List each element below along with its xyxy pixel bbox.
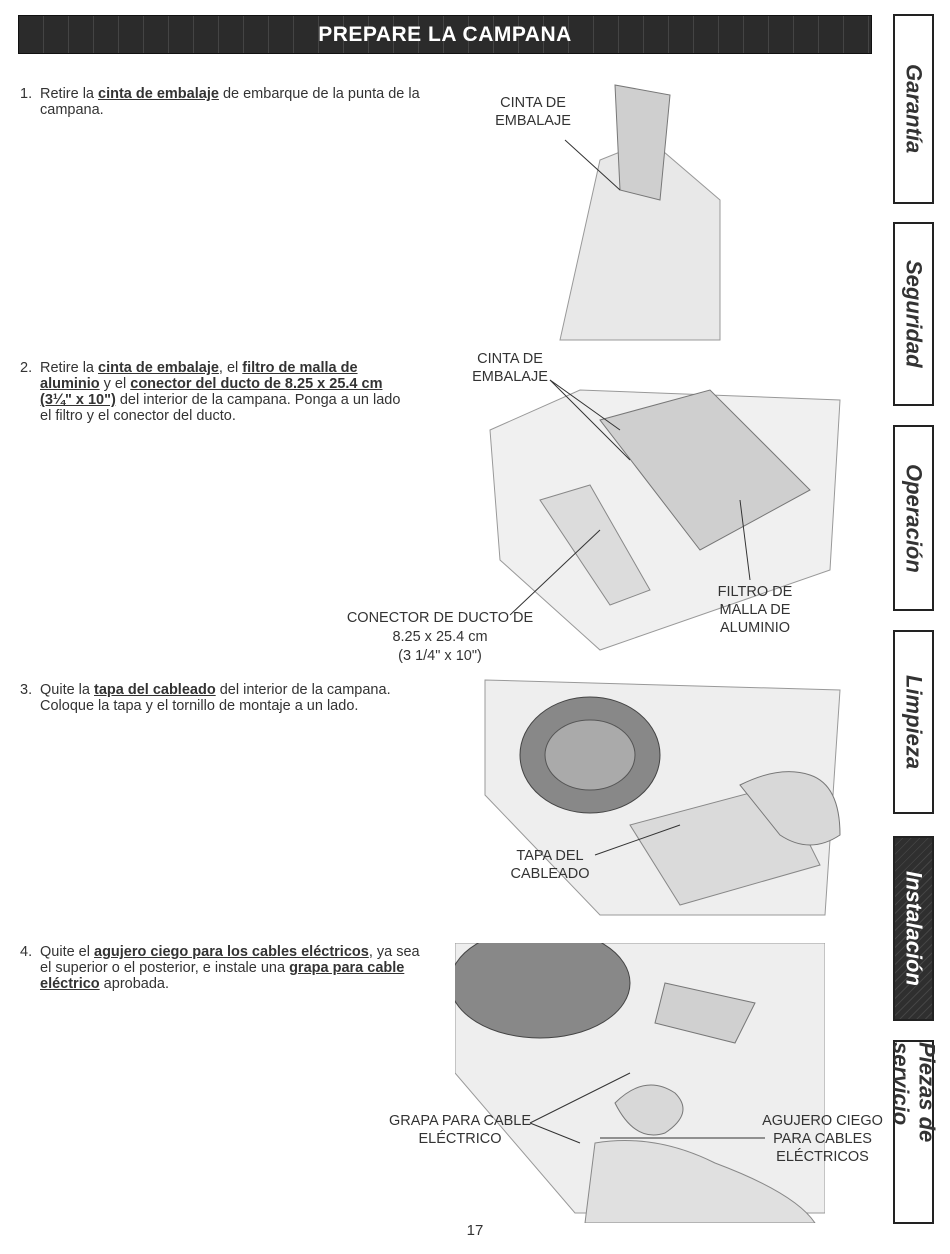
fig2-connector-line2: 8.25 x 25.4 cm bbox=[392, 629, 488, 645]
page-number: 17 bbox=[466, 1222, 484, 1239]
key-term: conector del ducto de 8.25 x 25.4 cm (3¼" x 10") bbox=[40, 376, 383, 408]
step-text-segment: y el bbox=[99, 376, 131, 392]
fig2-filter-label: FILTRO DE MALLA DE ALUMINIO bbox=[717, 584, 793, 636]
step-1 bbox=[20, 86, 430, 118]
step-4 bbox=[20, 944, 420, 992]
step-text-segment: Quite el bbox=[40, 944, 94, 960]
step-text-segment: del interior de la campana. Coloque la tapa y el tornillo de montaje a un lado. bbox=[40, 682, 391, 714]
tab-label: Limpieza bbox=[901, 674, 927, 770]
fig1-tape-label: CINTA DE EMBALAJE bbox=[495, 95, 571, 129]
tab-limpieza[interactable] bbox=[893, 630, 934, 814]
step-text bbox=[40, 86, 430, 118]
step-text-segment: del interior de la campana. Ponga a un lado el filtro y el conector del ducto. bbox=[40, 392, 401, 424]
tab-operacion[interactable] bbox=[893, 425, 934, 611]
step-text bbox=[40, 944, 420, 992]
step-text-segment: , el bbox=[218, 360, 243, 376]
step-number: 2. bbox=[20, 360, 33, 376]
tab-label: Seguridad bbox=[901, 260, 927, 368]
key-term: grapa para cable eléctrico bbox=[40, 960, 405, 992]
fig2-connector-line3: (3 1/4" x 10") bbox=[398, 648, 482, 664]
figure-3-wiring-cover bbox=[480, 675, 850, 925]
fig2-connector-line1: CONECTOR DE DUCTO DE bbox=[346, 610, 534, 626]
fig4-clamp-label: GRAPA PARA CABLE ELÉCTRICO bbox=[388, 1113, 532, 1147]
key-term: tapa del cableado bbox=[94, 682, 216, 698]
step-text-segment: Retire la bbox=[40, 86, 99, 102]
key-term: agujero ciego para los cables eléctricos bbox=[94, 944, 369, 960]
step-text-segment: de embarque de la punta de la campana. bbox=[40, 86, 420, 118]
step-text-segment: , ya sea el superior o el posterior, e instale una bbox=[40, 944, 420, 976]
section-title: PREPARE LA CAMPANA bbox=[318, 23, 572, 46]
tab-label: Piezas de servicio bbox=[888, 1042, 940, 1143]
fig2-connector-label bbox=[340, 609, 540, 666]
fig2-tape-label: CINTA DE EMBALAJE bbox=[472, 351, 548, 385]
tab-garantia[interactable] bbox=[893, 14, 934, 204]
key-term: cinta de embalaje bbox=[98, 360, 219, 376]
step-number: 4. bbox=[20, 944, 33, 960]
step-3 bbox=[20, 682, 395, 714]
step-text bbox=[40, 682, 395, 714]
tab-label: Operación bbox=[901, 463, 927, 573]
key-term: cinta de embalaje bbox=[98, 86, 219, 102]
section-header bbox=[18, 15, 872, 54]
step-text-segment: Retire la bbox=[40, 360, 99, 376]
tab-label: Instalación bbox=[901, 871, 927, 986]
key-term: filtro de malla de aluminio bbox=[40, 360, 358, 392]
tab-piezas-de-servicio[interactable] bbox=[888, 1040, 940, 1224]
fig3-cover-label: TAPA DEL CABLEADO bbox=[510, 848, 590, 882]
step-text-segment: aprobada. bbox=[99, 976, 169, 992]
tab-instalacion[interactable] bbox=[893, 836, 934, 1021]
tab-label: Garantía bbox=[901, 64, 927, 154]
step-number: 1. bbox=[20, 86, 33, 102]
fig4-knockout-label: AGUJERO CIEGO PARA CABLES ELÉCTRICOS bbox=[762, 1113, 883, 1165]
step-2 bbox=[20, 360, 405, 424]
step-text-segment: Quite la bbox=[40, 682, 94, 698]
step-text bbox=[40, 360, 405, 424]
tab-seguridad[interactable] bbox=[893, 222, 934, 406]
step-number: 3. bbox=[20, 682, 33, 698]
figure-4-knockout-and-clamp bbox=[455, 943, 825, 1223]
